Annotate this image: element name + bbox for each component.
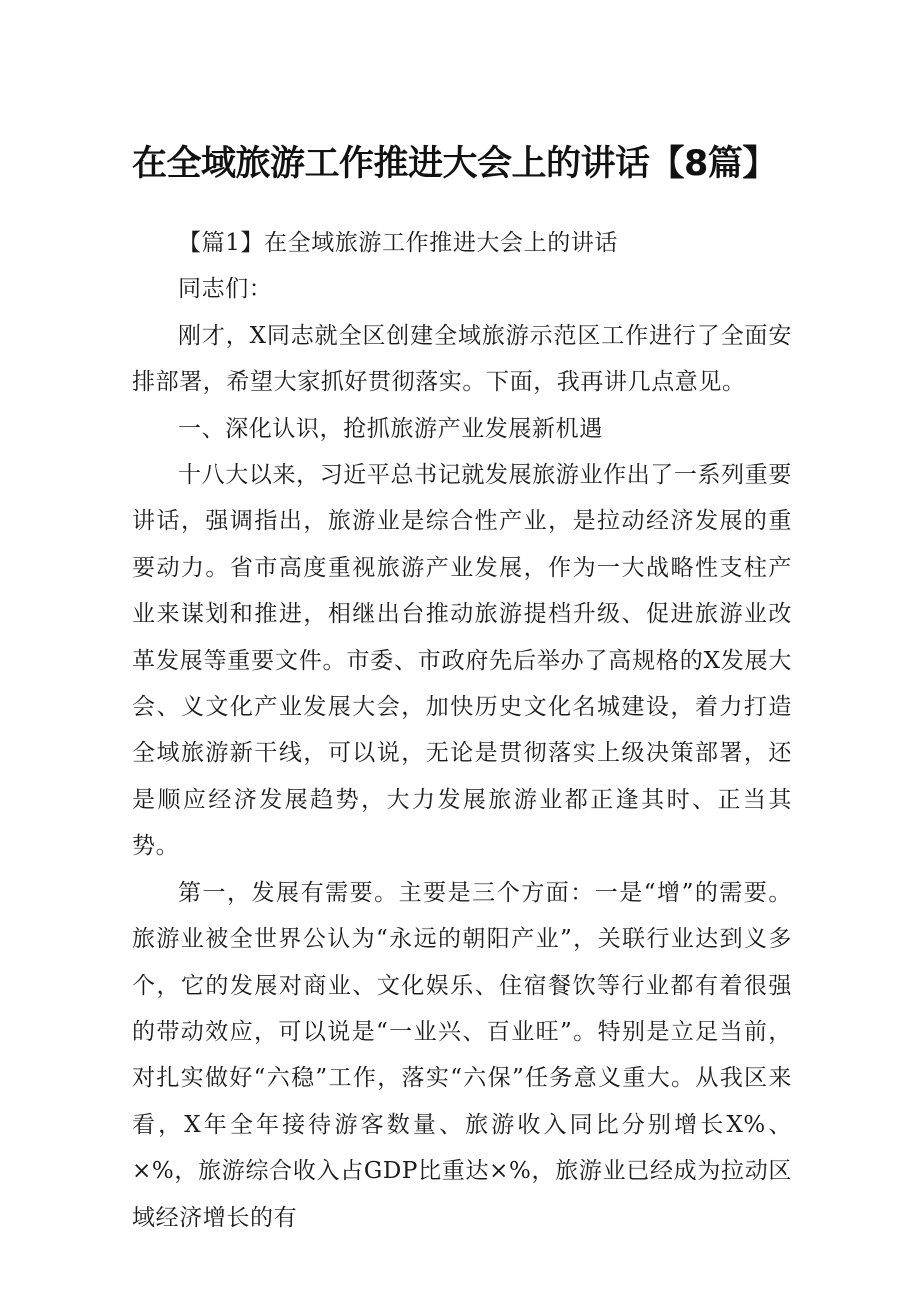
paragraph-opening: 刚才，X同志就全区创建全域旅游示范区工作进行了全面安排部署，希望大家抓好贯彻落实。下面，我再讲几点意见。 (132, 322, 792, 396)
heading-one: 一、深化认识，抢抓旅游产业发展新机遇 (178, 415, 603, 442)
section-heading-part1: 【篇1】在全域旅游工作推进大会上的讲话 (178, 230, 619, 256)
paragraph-background: 十八大以来，习近平总书记就发展旅游业作出了一系列重要讲话，强调指出，旅游业是综合性产业，是拉动经济发展的重要动力。省市高度重视旅游产业发展，作为一大战略性支柱产业来谋划和推进，相继出台推动旅游提档升级、促进旅游业改革发展等重要文件。市委、市政府先后举办了高规格的X发展大会、义文化产业发展大会，加快历史文化名城建设，着力打造全域旅游新干线，可以说，无论是贯彻落实上级决策部署，还是顺应经济发展趋势，大力发展旅游业都正逢其时、正当其势。 (132, 462, 792, 860)
document-title: 在全域旅游工作推进大会上的讲话【8篇】 (132, 144, 777, 184)
document-body (132, 220, 792, 1241)
paragraph-first-point: 第一，发展有需要。主要是三个方面：一是“增”的需要。旅游业被全世界公认为“永远的朝阳产业”，关联行业达到义多个，它的发展对商业、文化娱乐、住宿餐饮等行业都有着很强的带动效应，可以说是“一业兴、百业旺”。特别是立足当前，对扎实做好“六稳”工作，落实“六保”任务意义重大。从我区来看，X年全年接待游客数量、旅游收入同比分别增长X%、×%，旅游综合收入占GDP比重达×%，旅游业已经成为拉动区域经济增长的有 (132, 879, 792, 1231)
salutation: 同志们： (178, 276, 273, 303)
